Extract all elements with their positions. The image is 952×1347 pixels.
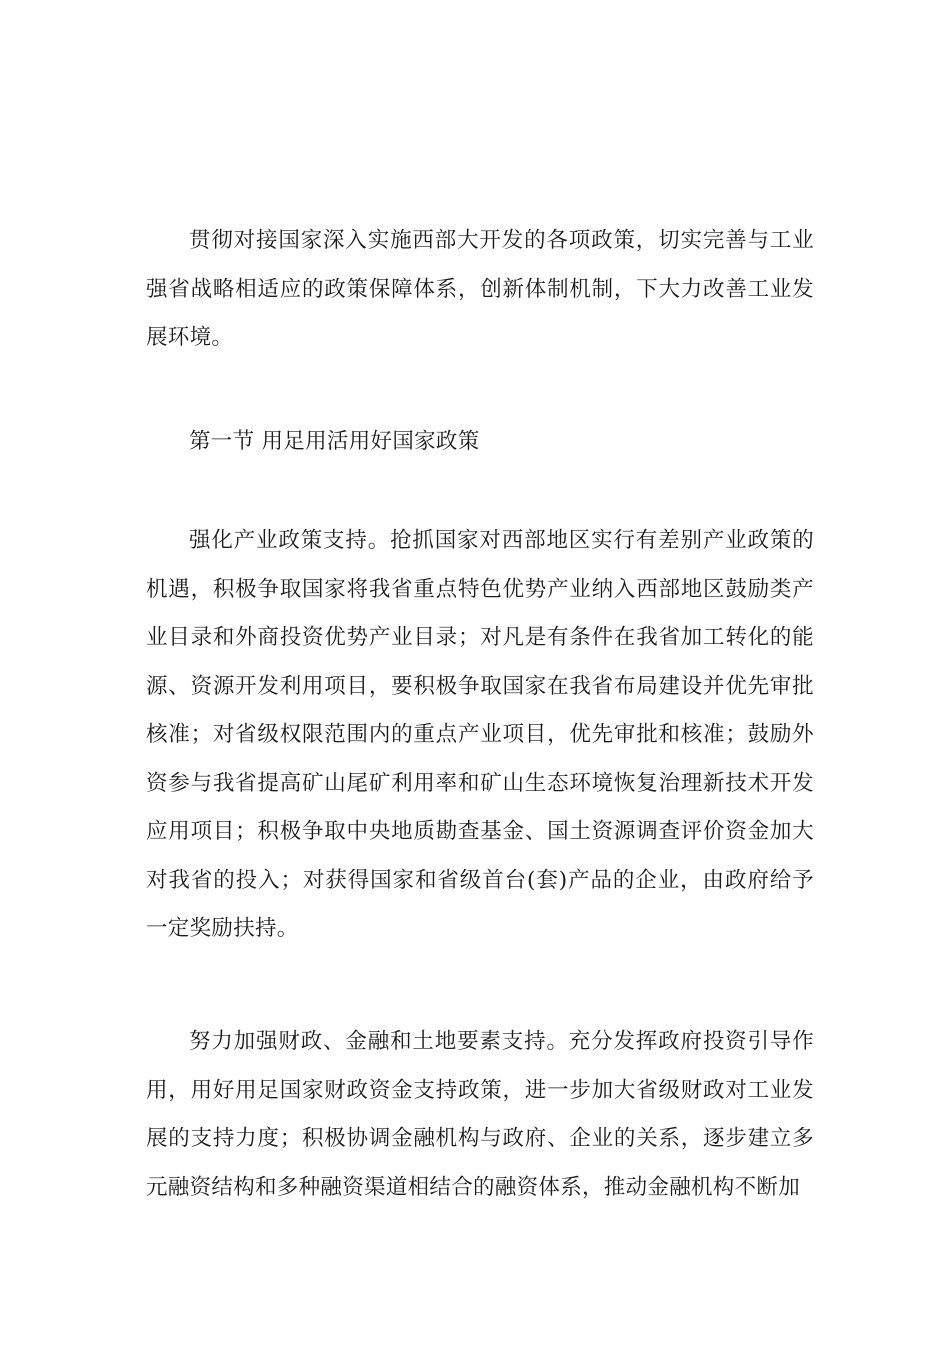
intro-paragraph: 贯彻对接国家深入实施西部大开发的各项政策，切实完善与工业强省战略相适应的政策保障体系，创新体制机制，下大力改善工业发展环境。 [146, 228, 814, 350]
section-heading: 第一节 用足用活用好国家政策 [189, 429, 480, 454]
finance-support-paragraph: 努力加强财政、金融和土地要素支持。充分发挥政府投资引导作用，用好用足国家财政资金支持政策，进一步加大省级财政对工业发展的支持力度；积极协调金融机构与政府、企业的关系，逐步建立多元融资结构和多种融资渠道相结合的融资体系，推动金融机构不断加 [146, 1029, 814, 1200]
industrial-policy-paragraph: 强化产业政策支持。抢抓国家对西部地区实行有差别产业政策的机遇，积极争取国家将我省重点特色优势产业纳入西部地区鼓励类产业目录和外商投资优势产业目录；对凡是有条件在我省加工转化的能源、资源开发利用项目，要积极争取国家在我省布局建设并优先审批核准；对省级权限范围内的重点产业项目，优先审批和核准；鼓励外资参与我省提高矿山尾矿利用率和矿山生态环境恢复治理新技术开发应用项目；积极争取中央地质勘查基金、国土资源调查评价资金加大对我省的投入；对获得国家和省级首台(套)产品的企业，由政府给予一定奖励扶持。 [146, 528, 814, 941]
